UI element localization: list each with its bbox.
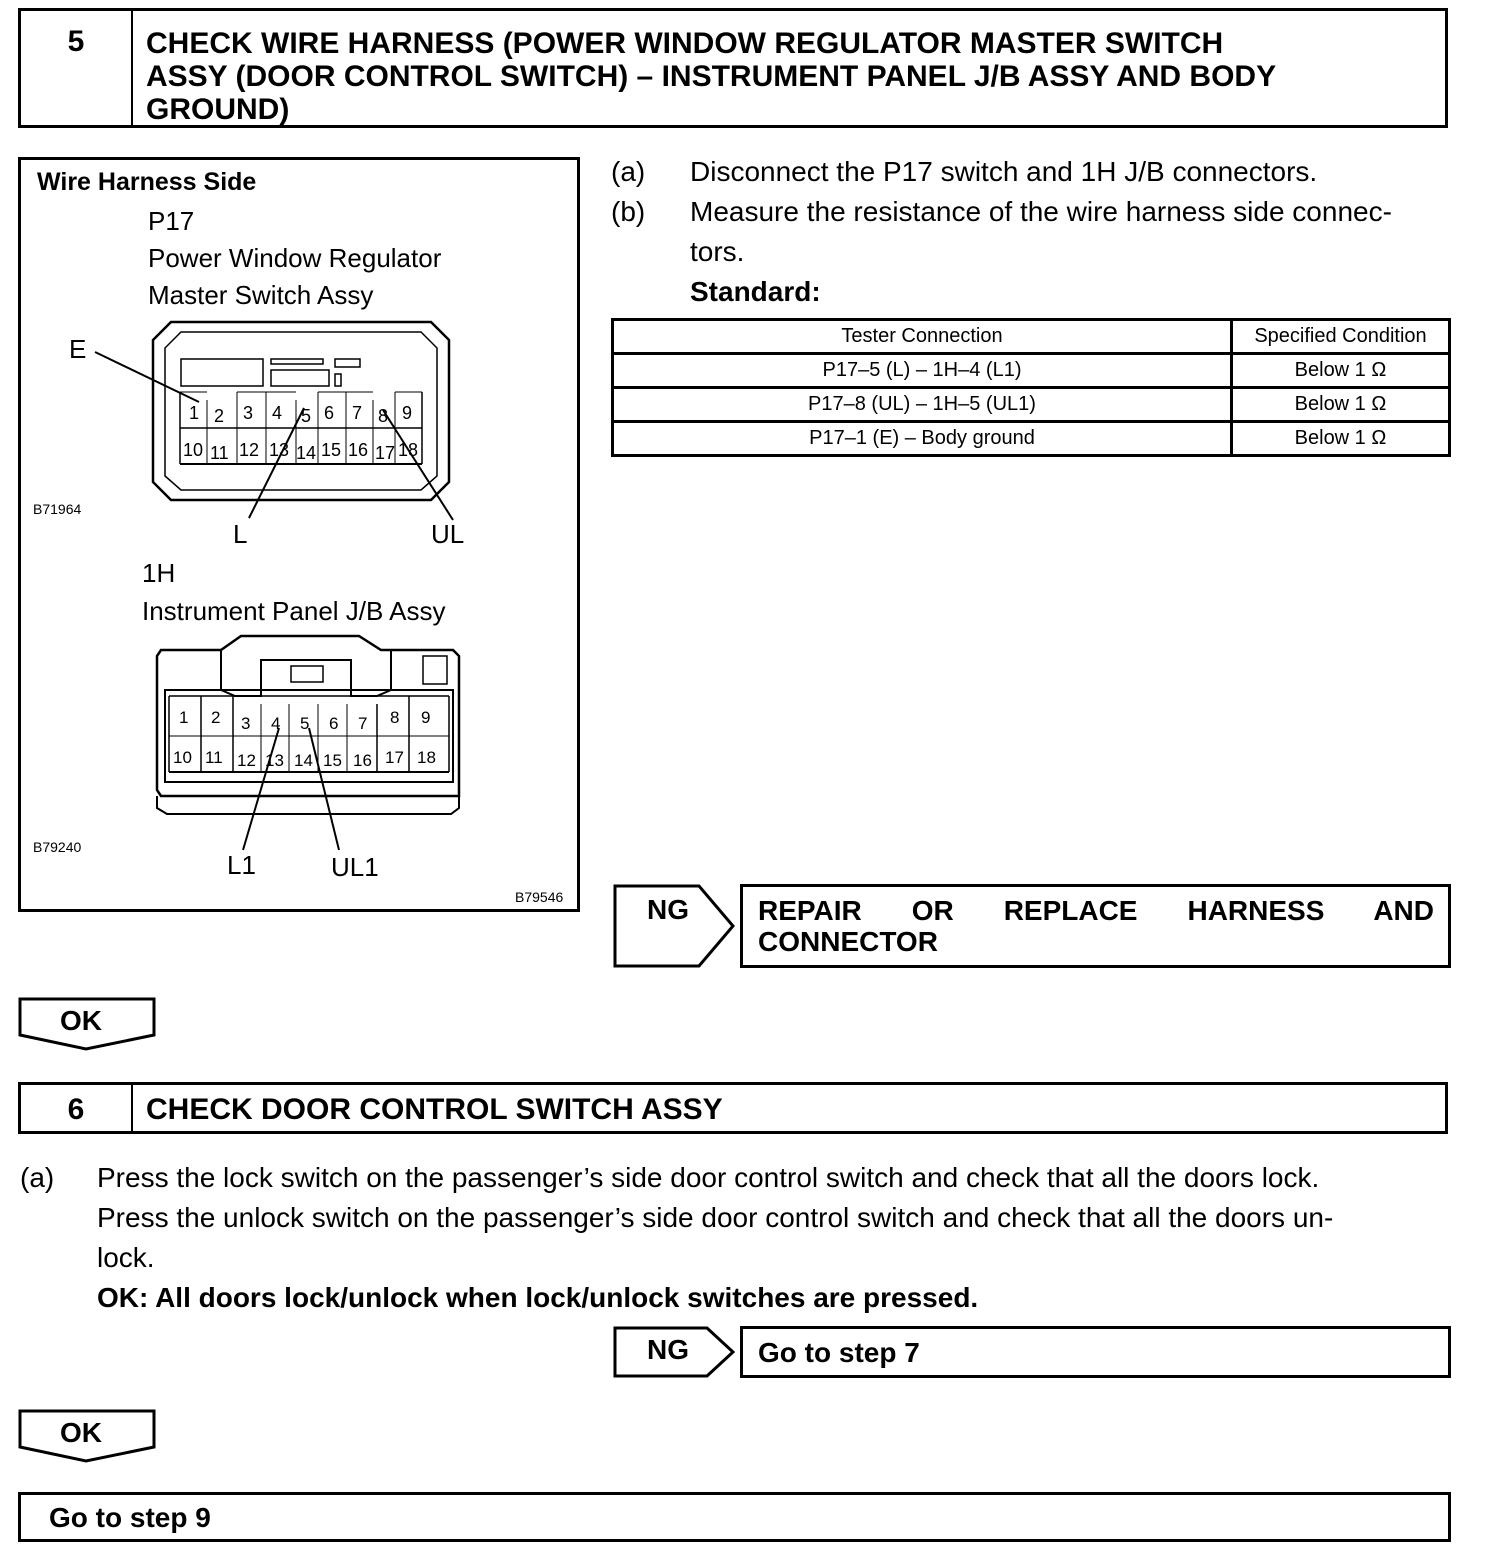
ng-action-text: Go to step 7 bbox=[758, 1337, 920, 1368]
connector1-code: P17 bbox=[148, 206, 195, 236]
table-cell: P17–1 (E) – Body ground bbox=[613, 422, 1232, 456]
ok-label: OK bbox=[60, 1005, 102, 1036]
svg-text:8: 8 bbox=[390, 708, 400, 727]
svg-text:16: 16 bbox=[353, 751, 372, 770]
svg-text:13: 13 bbox=[269, 440, 290, 460]
callout-l: L bbox=[233, 519, 248, 549]
step6-ok-criteria: OK: All doors lock/unlock when lock/unlock switches are pressed. bbox=[97, 1282, 979, 1313]
ng-flow-arrow-step5 bbox=[613, 884, 737, 968]
p17-pin-numbers bbox=[183, 403, 418, 463]
svg-text:8: 8 bbox=[378, 406, 389, 426]
table-row bbox=[613, 354, 1450, 388]
svg-text:7: 7 bbox=[358, 714, 368, 733]
step-number: 5 bbox=[21, 11, 133, 125]
svg-text:6: 6 bbox=[324, 403, 335, 423]
step-number: 6 bbox=[21, 1085, 133, 1131]
svg-text:17: 17 bbox=[375, 443, 396, 463]
ok-label: OK bbox=[60, 1417, 102, 1448]
svg-text:6: 6 bbox=[329, 714, 339, 733]
figure-ref-b71964: B71964 bbox=[33, 501, 82, 517]
step-title-line: CHECK WIRE HARNESS (POWER WINDOW REGULATOR MASTER SWITCH bbox=[146, 27, 1224, 60]
table-row bbox=[613, 422, 1450, 456]
ng-flow-arrow-step6 bbox=[613, 1326, 737, 1378]
ng-label: NG bbox=[647, 1334, 689, 1365]
svg-text:9: 9 bbox=[421, 708, 431, 727]
ng-action-line2: CONNECTOR bbox=[758, 926, 938, 957]
1h-pin-numbers bbox=[173, 708, 436, 770]
instruction-a-text: Disconnect the P17 switch and 1H J/B connectors. bbox=[690, 156, 1318, 187]
svg-text:12: 12 bbox=[237, 751, 256, 770]
table-cell: P17–5 (L) – 1H–4 (L1) bbox=[613, 354, 1232, 388]
step-title: CHECK DOOR CONTROL SWITCH ASSY bbox=[146, 1093, 723, 1126]
p17-connector-diagram bbox=[21, 160, 577, 909]
ok-flow-arrow-step6 bbox=[18, 1409, 156, 1463]
svg-text:17: 17 bbox=[385, 748, 404, 767]
svg-text:9: 9 bbox=[402, 403, 413, 423]
ng-action-box-step5 bbox=[740, 884, 1451, 968]
connector2-code: 1H bbox=[142, 558, 176, 588]
svg-text:4: 4 bbox=[271, 714, 281, 733]
connector1-name-line1: Power Window Regulator bbox=[148, 243, 442, 273]
svg-text:18: 18 bbox=[398, 440, 419, 460]
table-header-row bbox=[613, 320, 1450, 354]
svg-text:16: 16 bbox=[348, 440, 369, 460]
wire-harness-figure bbox=[18, 157, 580, 912]
table-cell: P17–8 (UL) – 1H–5 (UL1) bbox=[613, 388, 1232, 422]
svg-text:3: 3 bbox=[243, 403, 254, 423]
svg-text:1: 1 bbox=[189, 403, 200, 423]
svg-text:10: 10 bbox=[183, 440, 204, 460]
step6-line3: lock. bbox=[97, 1242, 155, 1273]
svg-text:15: 15 bbox=[321, 440, 342, 460]
svg-text:11: 11 bbox=[205, 748, 223, 767]
step-6-header bbox=[18, 1082, 1448, 1134]
figure-ref-b79546: B79546 bbox=[515, 889, 564, 905]
table-row bbox=[613, 388, 1450, 422]
svg-text:2: 2 bbox=[211, 708, 221, 727]
figure-ref-b79240: B79240 bbox=[33, 839, 82, 855]
ng-label: NG bbox=[647, 894, 689, 925]
step-title-line: GROUND) bbox=[146, 93, 290, 126]
callout-ul1: UL1 bbox=[331, 852, 379, 882]
step6-line1: Press the lock switch on the passenger’s side door control switch and check that all the doors lock. bbox=[97, 1162, 1320, 1193]
svg-text:10: 10 bbox=[173, 748, 192, 767]
ng-action-line1: REPAIR OR REPLACE HARNESS AND bbox=[758, 895, 1434, 926]
svg-text:1: 1 bbox=[179, 708, 189, 727]
callout-ul: UL bbox=[431, 519, 465, 549]
ng-action-box-step6 bbox=[740, 1326, 1451, 1378]
svg-text:18: 18 bbox=[417, 748, 436, 767]
table-header: Tester Connection bbox=[613, 320, 1232, 354]
instruction-b-marker: (b) bbox=[611, 196, 646, 227]
step-5-header bbox=[18, 8, 1448, 128]
svg-text:13: 13 bbox=[265, 751, 284, 770]
svg-text:2: 2 bbox=[214, 406, 225, 426]
table-cell: Below 1 Ω bbox=[1232, 388, 1450, 422]
step6-a-marker: (a) bbox=[20, 1162, 55, 1193]
instruction-b-text-line1: Measure the resistance of the wire harness side connec- bbox=[690, 196, 1392, 227]
svg-text:3: 3 bbox=[241, 714, 251, 733]
connector2-name: Instrument Panel J/B Assy bbox=[142, 596, 446, 626]
step6-line2: Press the unlock switch on the passenger’s side door control switch and check that all the doors un- bbox=[97, 1202, 1334, 1233]
svg-text:7: 7 bbox=[352, 403, 363, 423]
svg-text:12: 12 bbox=[239, 440, 260, 460]
svg-text:5: 5 bbox=[300, 714, 310, 733]
standard-label: Standard: bbox=[690, 276, 821, 307]
resistance-standard-table bbox=[611, 318, 1451, 457]
table-cell: Below 1 Ω bbox=[1232, 354, 1450, 388]
instruction-b-text-line2: tors. bbox=[690, 236, 745, 267]
instruction-a-marker: (a) bbox=[611, 156, 646, 187]
svg-text:4: 4 bbox=[272, 403, 283, 423]
final-action-text: Go to step 9 bbox=[49, 1502, 211, 1533]
svg-text:14: 14 bbox=[296, 443, 317, 463]
step-title bbox=[133, 11, 1445, 125]
svg-text:5: 5 bbox=[301, 406, 312, 426]
svg-text:15: 15 bbox=[323, 751, 342, 770]
figure-heading: Wire Harness Side bbox=[37, 168, 257, 196]
svg-text:11: 11 bbox=[210, 443, 229, 463]
callout-e: E bbox=[69, 334, 87, 364]
table-header: Specified Condition bbox=[1232, 320, 1450, 354]
callout-l1: L1 bbox=[227, 850, 256, 880]
ok-flow-arrow-step5 bbox=[18, 997, 156, 1051]
final-action-box bbox=[18, 1492, 1451, 1542]
svg-text:14: 14 bbox=[294, 751, 313, 770]
table-cell: Below 1 Ω bbox=[1232, 422, 1450, 456]
step-title-line: ASSY (DOOR CONTROL SWITCH) – INSTRUMENT PANEL J/B ASSY AND BODY bbox=[146, 60, 1277, 93]
connector1-name-line2: Master Switch Assy bbox=[148, 280, 374, 310]
